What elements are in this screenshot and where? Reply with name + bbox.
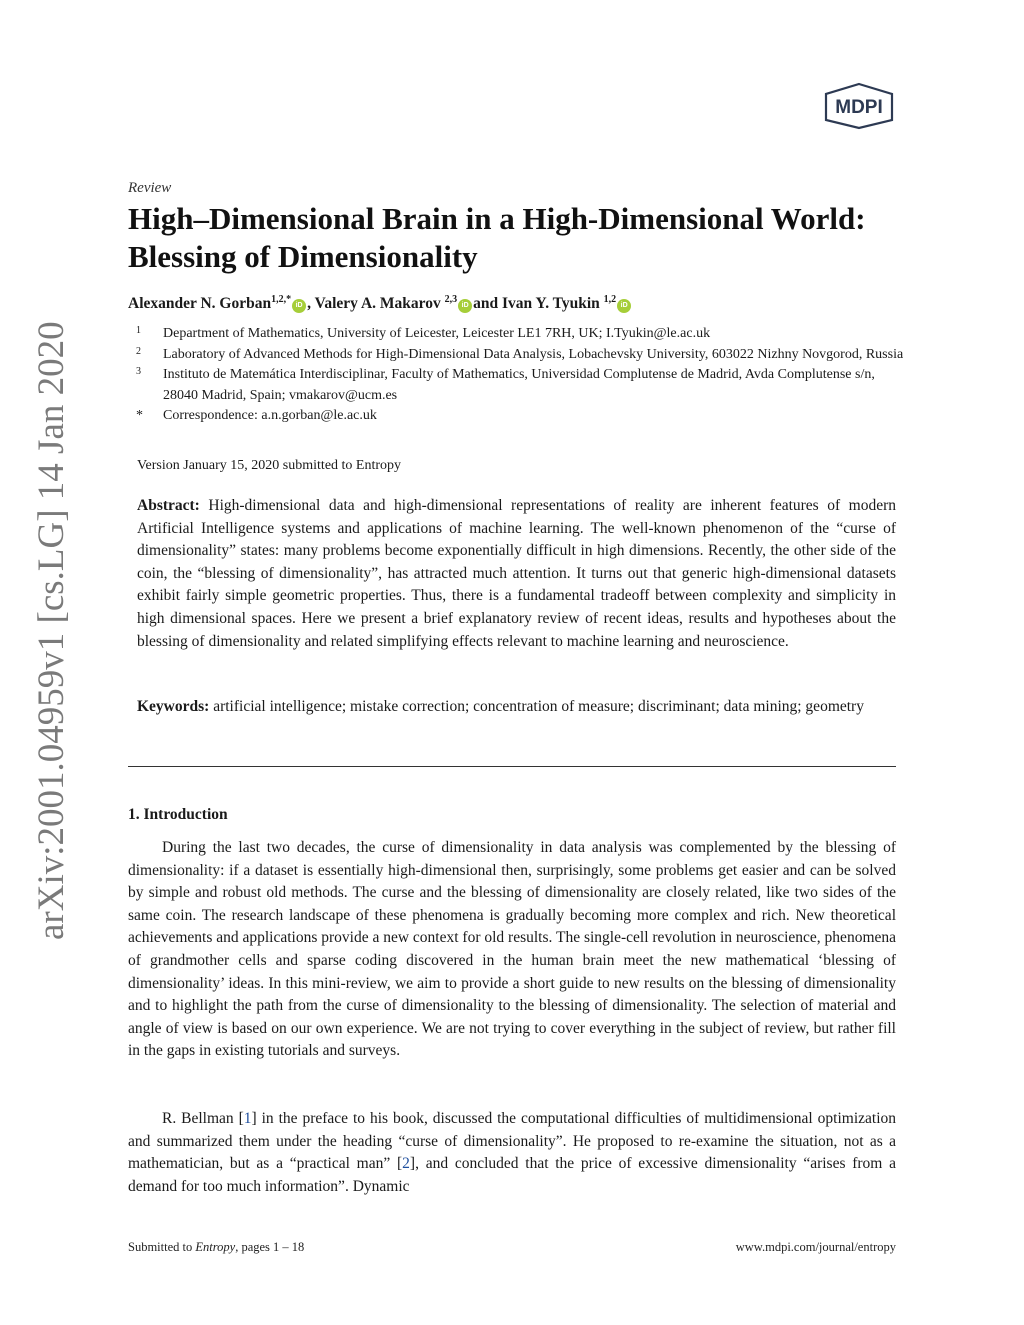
- mdpi-logo-text: MDPI: [835, 97, 883, 118]
- correspondence-item: [136, 406, 906, 427]
- abstract: [137, 495, 896, 653]
- citation-link-2[interactable]: 2: [402, 1155, 410, 1173]
- author-affil-marks: 1,2: [603, 294, 617, 305]
- author-name: Alexander N. Gorban: [128, 295, 272, 313]
- intro-paragraph-1: During the last two decades, the curse of dimensionality in data analysis was complemented by the blessing of dimensionality: if a dataset is essentially high-dimensional then, surprisingly, some problems get easier and can be solved by simple and robust old methods. The curse and the blessing of dimensionality are closely related, like two sides of the same coin. The research landscape of these phenomena is gradually becoming more complex and rich. New theoretical achievements and applications provide a new context for old results. The single-cell revolution in neuroscience, phenomena of grandmother cells and sparse coding discovered in the human brain meet the new mathematical ‘blessing of dimensionality’ ideas. In this mini-review, we aim to provide a short guide to new results on the blessing of dimensionality and to highlight the path from the curse of dimensionality to the blessing of dimensionality. The selection of material and angle of view is based on our own experience. We are not trying to cover everything in the subject of review, but rather fill in the gaps in existing tutorials and surveys.: [128, 839, 897, 1060]
- footer-journal-url[interactable]: www.mdpi.com/journal/entropy: [735, 1240, 896, 1254]
- author-name: and Ivan Y. Tyukin: [473, 295, 604, 313]
- author-list: [128, 294, 632, 313]
- orcid-icon[interactable]: iD: [292, 299, 306, 313]
- footer-pages: , pages 1 – 18: [235, 1240, 305, 1254]
- footer-submission: [128, 1240, 304, 1255]
- author-affil-marks: 2,3: [444, 294, 458, 305]
- keywords-text: artificial intelligence; mistake correction; concentration of measure; discriminant; data mining; geometry: [213, 698, 864, 715]
- affiliation-text: Instituto de Matemática Interdisciplinar, Faculty of Mathematics, Universidad Complutense de Madrid, Avda Complutense s/n, 28040 Madrid, Spain; vmakarov@ucm.es: [163, 367, 875, 403]
- section-heading: 1. Introduction: [128, 806, 228, 823]
- footer-journal: Entropy: [195, 1240, 236, 1254]
- title-line-2: Blessing of Dimensionality: [128, 239, 478, 274]
- affiliation-text: Department of Mathematics, University of Leicester, Leicester LE1 7RH, UK; I.Tyukin@le.ac.uk: [163, 326, 711, 341]
- affiliation-item: [136, 345, 906, 366]
- orcid-icon[interactable]: iD: [617, 299, 631, 313]
- paragraph-text: ] in the preface to his book, discussed the computational difficulties of multidimensional optimization and summarized them under the heading “curse of dimensionality”. He proposed to re-examine the situation, not as a mathematician, but as a “practical man” [: [128, 1110, 896, 1173]
- paper-title: [128, 200, 908, 276]
- keywords: [137, 696, 896, 719]
- abstract-label: Abstract:: [137, 497, 200, 514]
- affiliation-number: 1: [136, 325, 141, 336]
- footer-prefix: Submitted to: [128, 1240, 196, 1254]
- paragraph-text: R. Bellman [: [162, 1110, 244, 1127]
- intro-paragraph-2: [128, 1108, 896, 1198]
- article-type: Review: [128, 180, 172, 196]
- correspondence-mark: *: [136, 408, 143, 423]
- author-separator: ,: [307, 295, 315, 313]
- mdpi-logo[interactable]: [822, 82, 896, 130]
- author-name: Valery A. Makarov: [314, 295, 445, 313]
- correspondence-text: Correspondence: a.n.gorban@le.ac.uk: [163, 408, 377, 423]
- citation-link-1[interactable]: 1: [243, 1110, 252, 1127]
- affiliation-text: Laboratory of Advanced Methods for High-Dimensional Data Analysis, Lobachevsky University, 603022 Nizhny Novgorod, Russia: [163, 346, 904, 362]
- version-line: Version January 15, 2020 submitted to Entropy: [137, 458, 402, 473]
- affiliation-number: 3: [136, 366, 141, 377]
- author-affil-marks: 1,2,*: [271, 294, 292, 305]
- paragraph-text: ], and concluded that the price of excessive dimensionality “arises from a demand for too much information”. Dynamic: [128, 1155, 896, 1195]
- arxiv-stamp: arXiv:2001.04959v1 [cs.LG] 14 Jan 2020: [31, 321, 72, 940]
- affiliation-item: [136, 365, 906, 406]
- keywords-label: Keywords:: [137, 698, 210, 715]
- abstract-text: High-dimensional data and high-dimensional representations of reality are inherent features of modern Artificial Intelligence systems and applications of machine learning. The well-known phenomenon of the “curse of dimensionality” states: many problems become exponentially difficult in high dimensions. Recently, the other side of the coin, the “blessing of dimensionality”, has attracted much attention. It turns out that generic high-dimensional datasets exhibit fairly simple geometric properties. Thus, there is a fundamental tradeoff between complexity and simplicity in high dimensional spaces. Here we present a brief explanatory review of recent ideas, results and hypotheses about the blessing of dimensionality and related simplifying effects relevant to machine learning and neuroscience.: [137, 497, 897, 650]
- affiliation-number: 2: [136, 345, 141, 357]
- header-divider: [128, 766, 896, 767]
- title-line-1: High–Dimensional Brain in a High-Dimensional World:: [128, 201, 866, 236]
- affiliation-list: [136, 324, 906, 427]
- arxiv-stamp-container: [22, 321, 82, 940]
- affiliation-item: [136, 324, 906, 345]
- orcid-icon[interactable]: iD: [458, 299, 472, 313]
